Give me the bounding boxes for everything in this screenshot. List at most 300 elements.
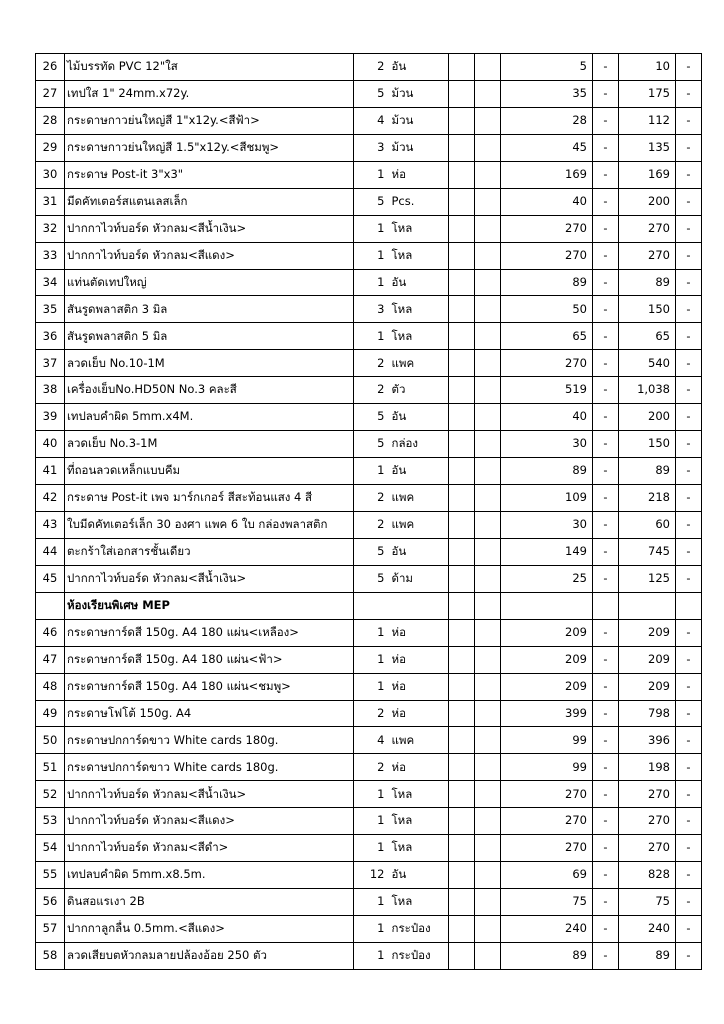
item-unit: โหล: [389, 242, 449, 269]
item-unit-price: 40: [501, 188, 593, 215]
item-number: 39: [36, 404, 65, 431]
item-number: 51: [36, 754, 65, 781]
table-row: [36, 835, 702, 862]
total-dash: -: [676, 862, 702, 889]
blank-cell-1: [449, 538, 475, 565]
table-row: [36, 727, 702, 754]
item-number: 42: [36, 485, 65, 512]
table-row: [36, 215, 702, 242]
item-quantity: 1: [354, 942, 389, 969]
blank-cell-2: [475, 916, 501, 943]
item-description: ปากกาไวท์บอร์ด หัวกลม<สีน้ำเงิน>: [65, 781, 354, 808]
item-quantity: 5: [354, 404, 389, 431]
item-quantity: 12: [354, 862, 389, 889]
unit-price-dash: -: [593, 862, 619, 889]
item-quantity: 5: [354, 431, 389, 458]
unit-price-dash: -: [593, 754, 619, 781]
total-dash: -: [676, 565, 702, 592]
blank-cell-1: [449, 511, 475, 538]
blank-cell-2: [475, 296, 501, 323]
section-header-group: [36, 592, 702, 619]
item-number: 41: [36, 458, 65, 485]
total-dash: -: [676, 404, 702, 431]
total-dash: -: [676, 673, 702, 700]
blank-cell-1: [449, 350, 475, 377]
item-quantity: 1: [354, 215, 389, 242]
item-number: 46: [36, 619, 65, 646]
unit-price-dash: -: [593, 215, 619, 242]
blank-cell-1: [449, 188, 475, 215]
item-total: 89: [619, 458, 676, 485]
blank-cell-1: [449, 942, 475, 969]
total-dash: -: [676, 323, 702, 350]
total-dash: -: [676, 80, 702, 107]
item-quantity: 5: [354, 188, 389, 215]
item-unit-price: 519: [501, 377, 593, 404]
table-row: [36, 134, 702, 161]
item-number: 56: [36, 889, 65, 916]
item-number: 54: [36, 835, 65, 862]
blank-cell-1: [449, 808, 475, 835]
item-unit: ห่อ: [389, 161, 449, 188]
blank-cell-2: [475, 538, 501, 565]
total-dash: -: [676, 700, 702, 727]
item-unit-price: 270: [501, 242, 593, 269]
unit-price-dash: -: [593, 458, 619, 485]
blank-cell-1: [449, 781, 475, 808]
item-total: 745: [619, 538, 676, 565]
item-total: 150: [619, 296, 676, 323]
total-dash: -: [676, 511, 702, 538]
item-unit: โหล: [389, 889, 449, 916]
item-quantity: 2: [354, 754, 389, 781]
item-quantity: 5: [354, 565, 389, 592]
item-quantity: 4: [354, 727, 389, 754]
item-unit-price: 209: [501, 619, 593, 646]
blank-cell-2: [475, 161, 501, 188]
item-number: 45: [36, 565, 65, 592]
item-quantity: 2: [354, 485, 389, 512]
item-unit-price: 99: [501, 727, 593, 754]
item-description: กระดาษกาวย่นใหญ่สี 1.5"x12y.<สีชมพู>: [65, 134, 354, 161]
item-total: 209: [619, 646, 676, 673]
item-description: เทปใส 1" 24mm.x72y.: [65, 80, 354, 107]
item-unit-price: 69: [501, 862, 593, 889]
total-dash: -: [676, 161, 702, 188]
item-quantity: 1: [354, 458, 389, 485]
blank-cell-1: [449, 673, 475, 700]
blank-cell-2: [475, 107, 501, 134]
item-description: ลวดเย็บ No.3-1M: [65, 431, 354, 458]
total-dash: -: [676, 431, 702, 458]
item-quantity: 1: [354, 646, 389, 673]
item-quantity: 1: [354, 835, 389, 862]
blank-cell-1: [449, 619, 475, 646]
item-number: 26: [36, 54, 65, 81]
table-row: [36, 754, 702, 781]
table-row: [36, 916, 702, 943]
item-quantity: 2: [354, 700, 389, 727]
item-total: 209: [619, 619, 676, 646]
total-dash: -: [676, 646, 702, 673]
blank-cell-1: [449, 754, 475, 781]
item-description: ปากกาไวท์บอร์ด หัวกลม<สีแดง>: [65, 242, 354, 269]
total-dash: -: [676, 350, 702, 377]
blank-cell-2: [475, 646, 501, 673]
item-unit-price: 30: [501, 511, 593, 538]
blank-cell-2: [475, 269, 501, 296]
blank-cell-2: [475, 188, 501, 215]
item-unit-price: 65: [501, 323, 593, 350]
unit-price-dash: -: [593, 538, 619, 565]
total-dash: -: [676, 377, 702, 404]
unit-price-dash: -: [593, 80, 619, 107]
item-description: กระดาษ Post-it 3"x3": [65, 161, 354, 188]
item-unit: โหล: [389, 808, 449, 835]
item-description: เครื่องเย็บNo.HD50N No.3 คละสี: [65, 377, 354, 404]
total-dash: -: [676, 242, 702, 269]
blank-cell-2: [475, 485, 501, 512]
item-unit: ม้วน: [389, 80, 449, 107]
item-quantity: 1: [354, 269, 389, 296]
blank-cell-2: [475, 808, 501, 835]
unit-price-dash: -: [593, 188, 619, 215]
item-number: 49: [36, 700, 65, 727]
table-row: [36, 242, 702, 269]
total-dash: -: [676, 296, 702, 323]
table-row: [36, 350, 702, 377]
item-number: 32: [36, 215, 65, 242]
blank-cell-2: [475, 673, 501, 700]
item-quantity: 1: [354, 889, 389, 916]
item-unit-price: 270: [501, 350, 593, 377]
item-quantity: 2: [354, 511, 389, 538]
unit-price-dash: -: [593, 431, 619, 458]
blank-cell-1: [449, 646, 475, 673]
item-unit: กระป๋อง: [389, 916, 449, 943]
item-number: 52: [36, 781, 65, 808]
total-dash: -: [676, 215, 702, 242]
item-number: 47: [36, 646, 65, 673]
total-dash: -: [676, 458, 702, 485]
blank-cell-2: [475, 377, 501, 404]
table-row: [36, 107, 702, 134]
table-row: [36, 565, 702, 592]
item-description: กระดาษปกการ์ดขาว White cards 180g.: [65, 727, 354, 754]
blank-cell-2: [475, 565, 501, 592]
item-quantity: 1: [354, 916, 389, 943]
unit-price-dash: -: [593, 242, 619, 269]
item-description: มีดคัทเตอร์สแตนเลสเล็ก: [65, 188, 354, 215]
item-quantity: 4: [354, 107, 389, 134]
item-total: 828: [619, 862, 676, 889]
item-unit: ตัว: [389, 377, 449, 404]
item-total: 540: [619, 350, 676, 377]
blank-cell-2: [475, 431, 501, 458]
item-total: 270: [619, 808, 676, 835]
total-dash: -: [676, 808, 702, 835]
item-unit-price: 35: [501, 80, 593, 107]
unit-price-dash: -: [593, 377, 619, 404]
item-description: กระดาษปกการ์ดขาว White cards 180g.: [65, 754, 354, 781]
blank-cell-1: [449, 215, 475, 242]
blank-cell-2: [475, 889, 501, 916]
total-dash: -: [676, 54, 702, 81]
table-row: [36, 485, 702, 512]
item-description: ปากกาไวท์บอร์ด หัวกลม<สีดำ>: [65, 835, 354, 862]
table-row: [36, 323, 702, 350]
item-unit: อัน: [389, 862, 449, 889]
item-unit: แพค: [389, 511, 449, 538]
blank-cell-2: [475, 215, 501, 242]
unit-price-dash: -: [593, 485, 619, 512]
item-unit: ม้วน: [389, 134, 449, 161]
item-description: ดินสอแรเงา 2B: [65, 889, 354, 916]
item-unit-price: 149: [501, 538, 593, 565]
item-description: ตะกร้าใส่เอกสารชั้นเดียว: [65, 538, 354, 565]
item-total: 396: [619, 727, 676, 754]
item-unit-price: 50: [501, 296, 593, 323]
item-number: 53: [36, 808, 65, 835]
item-total: 200: [619, 188, 676, 215]
table-row: [36, 404, 702, 431]
total-dash: -: [676, 107, 702, 134]
item-number: 50: [36, 727, 65, 754]
item-unit: ห่อ: [389, 700, 449, 727]
item-rows-group-1: [36, 54, 702, 593]
item-total: 209: [619, 673, 676, 700]
item-unit-price: 99: [501, 754, 593, 781]
blank-cell-1: [449, 862, 475, 889]
item-unit-price: 30: [501, 431, 593, 458]
item-unit-price: 89: [501, 269, 593, 296]
item-unit: โหล: [389, 296, 449, 323]
table-row: [36, 889, 702, 916]
unit-price-dash: -: [593, 404, 619, 431]
total-dash: -: [676, 619, 702, 646]
item-total: 75: [619, 889, 676, 916]
item-number: 27: [36, 80, 65, 107]
unit-price-dash: -: [593, 889, 619, 916]
blank-cell-2: [475, 754, 501, 781]
item-unit-price: 240: [501, 916, 593, 943]
unit-price-dash: -: [593, 808, 619, 835]
item-unit: ม้วน: [389, 107, 449, 134]
item-description: กระดาษ Post-it เพจ มาร์กเกอร์ สีสะท้อนแสง 4 สี: [65, 485, 354, 512]
table-row: [36, 700, 702, 727]
item-unit: แพค: [389, 350, 449, 377]
item-description: เทปลบคำผิด 5mm.x8.5m.: [65, 862, 354, 889]
section-title: ห้องเรียนพิเศษ MEP: [65, 592, 354, 619]
total-dash: -: [676, 134, 702, 161]
unit-price-dash: -: [593, 565, 619, 592]
item-description: กระดาษการ์ดสี 150g. A4 180 แผ่น<ฟ้า>: [65, 646, 354, 673]
table-row: [36, 377, 702, 404]
item-quantity: 5: [354, 538, 389, 565]
blank-cell-1: [449, 727, 475, 754]
table-row: [36, 80, 702, 107]
unit-price-dash: -: [593, 296, 619, 323]
total-dash: -: [676, 727, 702, 754]
item-unit: กล่อง: [389, 431, 449, 458]
item-total: 270: [619, 215, 676, 242]
table-row: [36, 619, 702, 646]
blank-cell-2: [475, 350, 501, 377]
item-total: 198: [619, 754, 676, 781]
item-number: 35: [36, 296, 65, 323]
table-row: [36, 781, 702, 808]
item-total: 270: [619, 781, 676, 808]
item-unit-price: 270: [501, 808, 593, 835]
blank-cell-1: [449, 916, 475, 943]
blank-cell-2: [475, 458, 501, 485]
unit-price-dash: -: [593, 835, 619, 862]
item-unit: อัน: [389, 538, 449, 565]
item-quantity: 5: [354, 80, 389, 107]
item-quantity: 1: [354, 619, 389, 646]
item-total: 60: [619, 511, 676, 538]
blank-cell-2: [475, 835, 501, 862]
item-description: ลวดเย็บ No.10-1M: [65, 350, 354, 377]
blank-cell-2: [475, 619, 501, 646]
item-total: 200: [619, 404, 676, 431]
unit-price-dash: -: [593, 350, 619, 377]
item-number: 31: [36, 188, 65, 215]
table-row: [36, 296, 702, 323]
item-number: 57: [36, 916, 65, 943]
item-total: 218: [619, 485, 676, 512]
item-description: กระดาษโฟโต้ 150g. A4: [65, 700, 354, 727]
blank-cell-2: [475, 323, 501, 350]
item-unit-price: 5: [501, 54, 593, 81]
item-quantity: 3: [354, 296, 389, 323]
item-total: 89: [619, 269, 676, 296]
blank-cell-1: [449, 269, 475, 296]
item-unit-price: 25: [501, 565, 593, 592]
item-number: 36: [36, 323, 65, 350]
total-dash: -: [676, 781, 702, 808]
item-number: 29: [36, 134, 65, 161]
item-unit-price: 169: [501, 161, 593, 188]
item-unit-price: 75: [501, 889, 593, 916]
table-row: [36, 188, 702, 215]
item-description: ที่ถอนลวดเหล็กแบบคีม: [65, 458, 354, 485]
table-row: [36, 538, 702, 565]
item-quantity: 1: [354, 242, 389, 269]
item-unit: ห่อ: [389, 673, 449, 700]
blank-cell-2: [475, 942, 501, 969]
item-description: ไม้บรรทัด PVC 12"ใส: [65, 54, 354, 81]
item-unit-price: 270: [501, 781, 593, 808]
table-row: [36, 511, 702, 538]
table-row: [36, 269, 702, 296]
blank-cell-2: [475, 700, 501, 727]
total-dash: -: [676, 538, 702, 565]
unit-price-dash: -: [593, 161, 619, 188]
item-unit: แพค: [389, 485, 449, 512]
item-unit: อัน: [389, 404, 449, 431]
item-quantity: 3: [354, 134, 389, 161]
item-number: 28: [36, 107, 65, 134]
item-description: กระดาษกาวย่นใหญ่สี 1"x12y.<สีฟ้า>: [65, 107, 354, 134]
item-total: 1,038: [619, 377, 676, 404]
total-dash: -: [676, 754, 702, 781]
total-dash: -: [676, 485, 702, 512]
blank-cell-1: [449, 485, 475, 512]
blank-cell-1: [449, 404, 475, 431]
item-unit: ด้าม: [389, 565, 449, 592]
unit-price-dash: -: [593, 134, 619, 161]
item-number: 44: [36, 538, 65, 565]
unit-price-dash: -: [593, 700, 619, 727]
total-dash: -: [676, 889, 702, 916]
blank-cell-2: [475, 80, 501, 107]
blank-cell-2: [475, 54, 501, 81]
blank-cell-1: [449, 565, 475, 592]
item-total: 169: [619, 161, 676, 188]
item-quantity: 1: [354, 781, 389, 808]
total-dash: -: [676, 916, 702, 943]
item-total: 65: [619, 323, 676, 350]
item-quantity: 1: [354, 323, 389, 350]
item-unit: โหล: [389, 323, 449, 350]
item-total: 112: [619, 107, 676, 134]
unit-price-dash: -: [593, 916, 619, 943]
item-description: ลวดเสียบตหัวกลมลายปล้องอ้อย 250 ตัว: [65, 942, 354, 969]
item-number: 58: [36, 942, 65, 969]
item-unit-price: 28: [501, 107, 593, 134]
blank-cell-1: [449, 80, 475, 107]
item-number: 34: [36, 269, 65, 296]
item-unit-price: 209: [501, 646, 593, 673]
item-total: 240: [619, 916, 676, 943]
item-quantity: 2: [354, 377, 389, 404]
item-number: 37: [36, 350, 65, 377]
item-total: 135: [619, 134, 676, 161]
unit-price-dash: -: [593, 646, 619, 673]
blank-cell-1: [449, 835, 475, 862]
item-unit-price: 89: [501, 942, 593, 969]
unit-price-dash: -: [593, 781, 619, 808]
blank-cell-1: [449, 242, 475, 269]
table-row: [36, 673, 702, 700]
item-total: 798: [619, 700, 676, 727]
table-row: [36, 161, 702, 188]
unit-price-dash: -: [593, 511, 619, 538]
blank-cell-1: [449, 161, 475, 188]
unit-price-dash: -: [593, 54, 619, 81]
item-total: 175: [619, 80, 676, 107]
item-total: 270: [619, 835, 676, 862]
item-unit: กระป๋อง: [389, 942, 449, 969]
item-total: 270: [619, 242, 676, 269]
item-unit-price: 109: [501, 485, 593, 512]
blank-cell-1: [449, 107, 475, 134]
item-total: 125: [619, 565, 676, 592]
item-unit: โหล: [389, 781, 449, 808]
item-unit: โหล: [389, 215, 449, 242]
total-dash: -: [676, 269, 702, 296]
blank-cell-1: [449, 889, 475, 916]
blank-cell-1: [449, 458, 475, 485]
item-total: 89: [619, 942, 676, 969]
item-unit-price: 209: [501, 673, 593, 700]
blank-cell-1: [449, 431, 475, 458]
blank-cell-2: [475, 781, 501, 808]
item-unit: ห่อ: [389, 619, 449, 646]
total-dash: -: [676, 835, 702, 862]
item-description: เทปลบคำผิด 5mm.x4M.: [65, 404, 354, 431]
